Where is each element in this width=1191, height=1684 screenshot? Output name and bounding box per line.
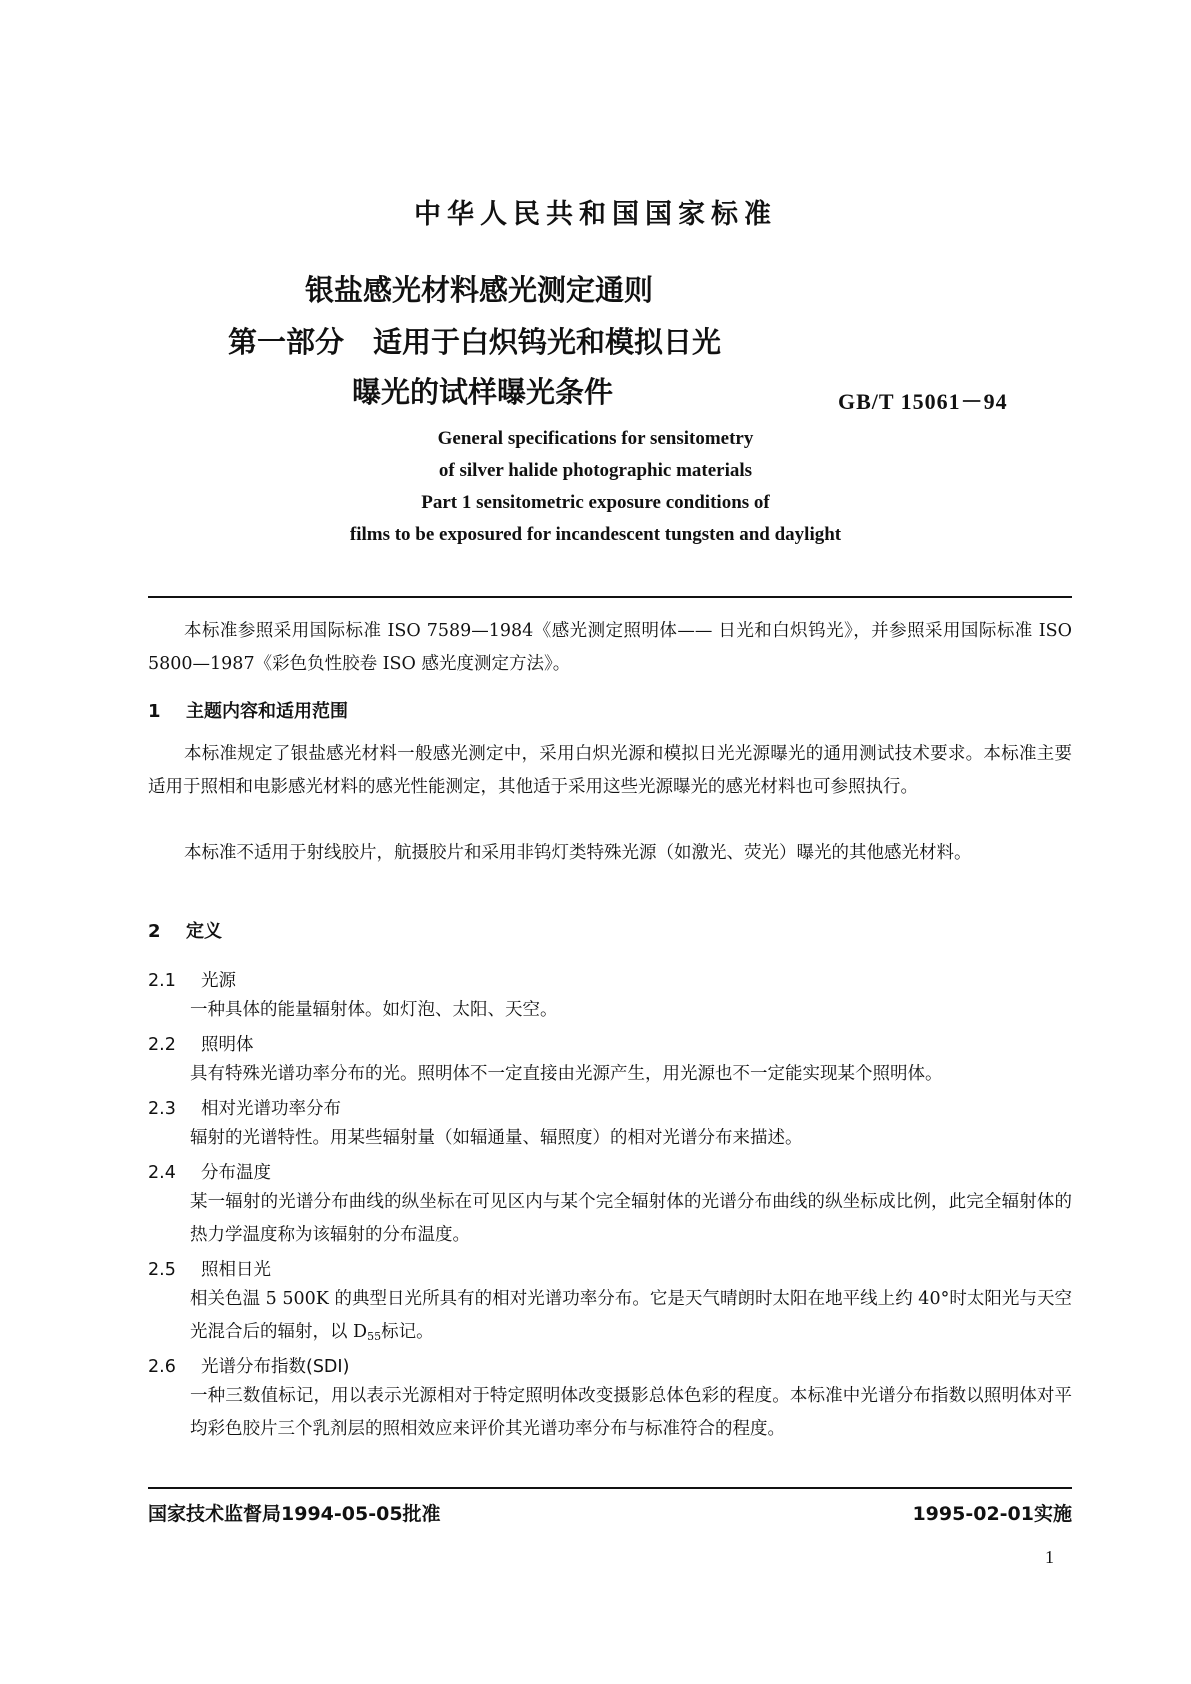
definition-term: 光谱分布指数(SDI): [201, 1357, 350, 1377]
definition-term: 分布温度: [201, 1163, 271, 1183]
english-title-line-3: Part 1 sensitometric exposure conditions of: [421, 492, 770, 513]
national-standard-heading: 中华人民共和国国家标准: [414, 199, 777, 230]
intro-paragraph: 本标准参照采用国际标准 ISO 7589—1984《感光测定照明体—— 日光和白炽钨光》，并参照采用国际标准 ISO 5800—1987《彩色负性胶卷 ISO 感光度测定方法》。: [148, 621, 1072, 674]
english-title-line-1: General specifications for sensitometry: [437, 428, 754, 449]
page-number: 1: [1045, 1547, 1054, 1567]
definition-number: 2.2: [148, 1035, 176, 1055]
standard-number: GB/T 15061－94: [838, 389, 1008, 414]
definition-heading: [148, 1159, 271, 1184]
definition-text: 一种具体的能量辐射体。如灯泡、太阳、天空。: [190, 1000, 558, 1020]
text-segment: 标记。: [381, 1322, 434, 1342]
title-line-2: 第一部分 适用于白炽钨光和模拟日光: [228, 325, 722, 359]
definition-text: 某一辐射的光谱分布曲线的纵坐标在可见区内与某个完全辐射体的光谱分布曲线的纵坐标成比例，此完全辐射体的热力学温度称为该辐射的分布温度。: [190, 1192, 1072, 1245]
definition-text: 具有特殊光谱功率分布的光。照明体不一定直接由光源产生，用光源也不一定能实现某个照明体。: [190, 1064, 943, 1084]
section-1-heading: [148, 697, 348, 723]
approval-note: 国家技术监督局1994-05-05批准: [148, 1503, 441, 1525]
implementation-note: 1995-02-01实施: [912, 1503, 1072, 1525]
definition-number: 2.4: [148, 1163, 176, 1183]
definition-number: 2.1: [148, 971, 176, 991]
section-number: 1: [148, 701, 161, 722]
title-line-3: 曝光的试样曝光条件: [352, 375, 614, 409]
definition-text: 辐射的光谱特性。用某些辐射量（如辐通量、辐照度）的相对光谱分布来描述。: [190, 1128, 803, 1148]
top-divider: [148, 596, 1072, 598]
definition-term: 照明体: [201, 1035, 254, 1055]
section-1-paragraph-2: 本标准不适用于射线胶片，航摄胶片和采用非钨灯类特殊光源（如激光、荧光）曝光的其他感光材料。: [184, 843, 972, 863]
title-line-1: 银盐感光材料感光测定通则: [305, 273, 654, 307]
definition-text: 一种三数值标记，用以表示光源相对于特定照明体改变摄影总体色彩的程度。本标准中光谱分布指数以照明体对平均彩色胶片三个乳剂层的照相效应来评价其光谱功率分布与标准符合的程度。: [190, 1386, 1072, 1439]
definition-term: 光源: [201, 971, 236, 991]
bottom-divider: [148, 1487, 1072, 1489]
definition-text: [190, 1283, 1072, 1353]
section-title: 定义: [186, 921, 222, 942]
definition-heading: [148, 1095, 341, 1120]
definition-heading: [148, 1031, 254, 1056]
section-number: 2: [148, 921, 161, 942]
definition-heading: [148, 1256, 271, 1281]
section-2-heading: [148, 917, 222, 943]
definition-term: 相对光谱功率分布: [201, 1099, 341, 1119]
english-title-line-4: films to be exposured for incandescent tungsten and daylight: [349, 524, 842, 545]
subscript: 55: [367, 1330, 382, 1343]
english-title-line-2: of silver halide photographic materials: [438, 460, 753, 481]
definition-number: 2.5: [148, 1260, 176, 1280]
section-1-paragraph-1: 本标准规定了银盐感光材料一般感光测定中，采用白炽光源和模拟日光光源曝光的通用测试技术要求。本标准主要适用于照相和电影感光材料的感光性能测定，其他适于采用这些光源曝光的感光材料也可参照执行。: [148, 744, 1072, 797]
definition-heading: [148, 1353, 349, 1378]
section-title: 主题内容和适用范围: [186, 701, 348, 722]
definition-term: 照相日光: [201, 1260, 271, 1280]
definition-number: 2.6: [148, 1357, 176, 1377]
definition-number: 2.3: [148, 1099, 176, 1119]
text-segment: 相关色温 5 500K 的典型日光所具有的相对光谱功率分布。它是天气晴朗时太阳在地平线上约 40°时太阳光与天空光混合后的辐射，以 D: [190, 1289, 1072, 1342]
definition-heading: [148, 967, 236, 992]
